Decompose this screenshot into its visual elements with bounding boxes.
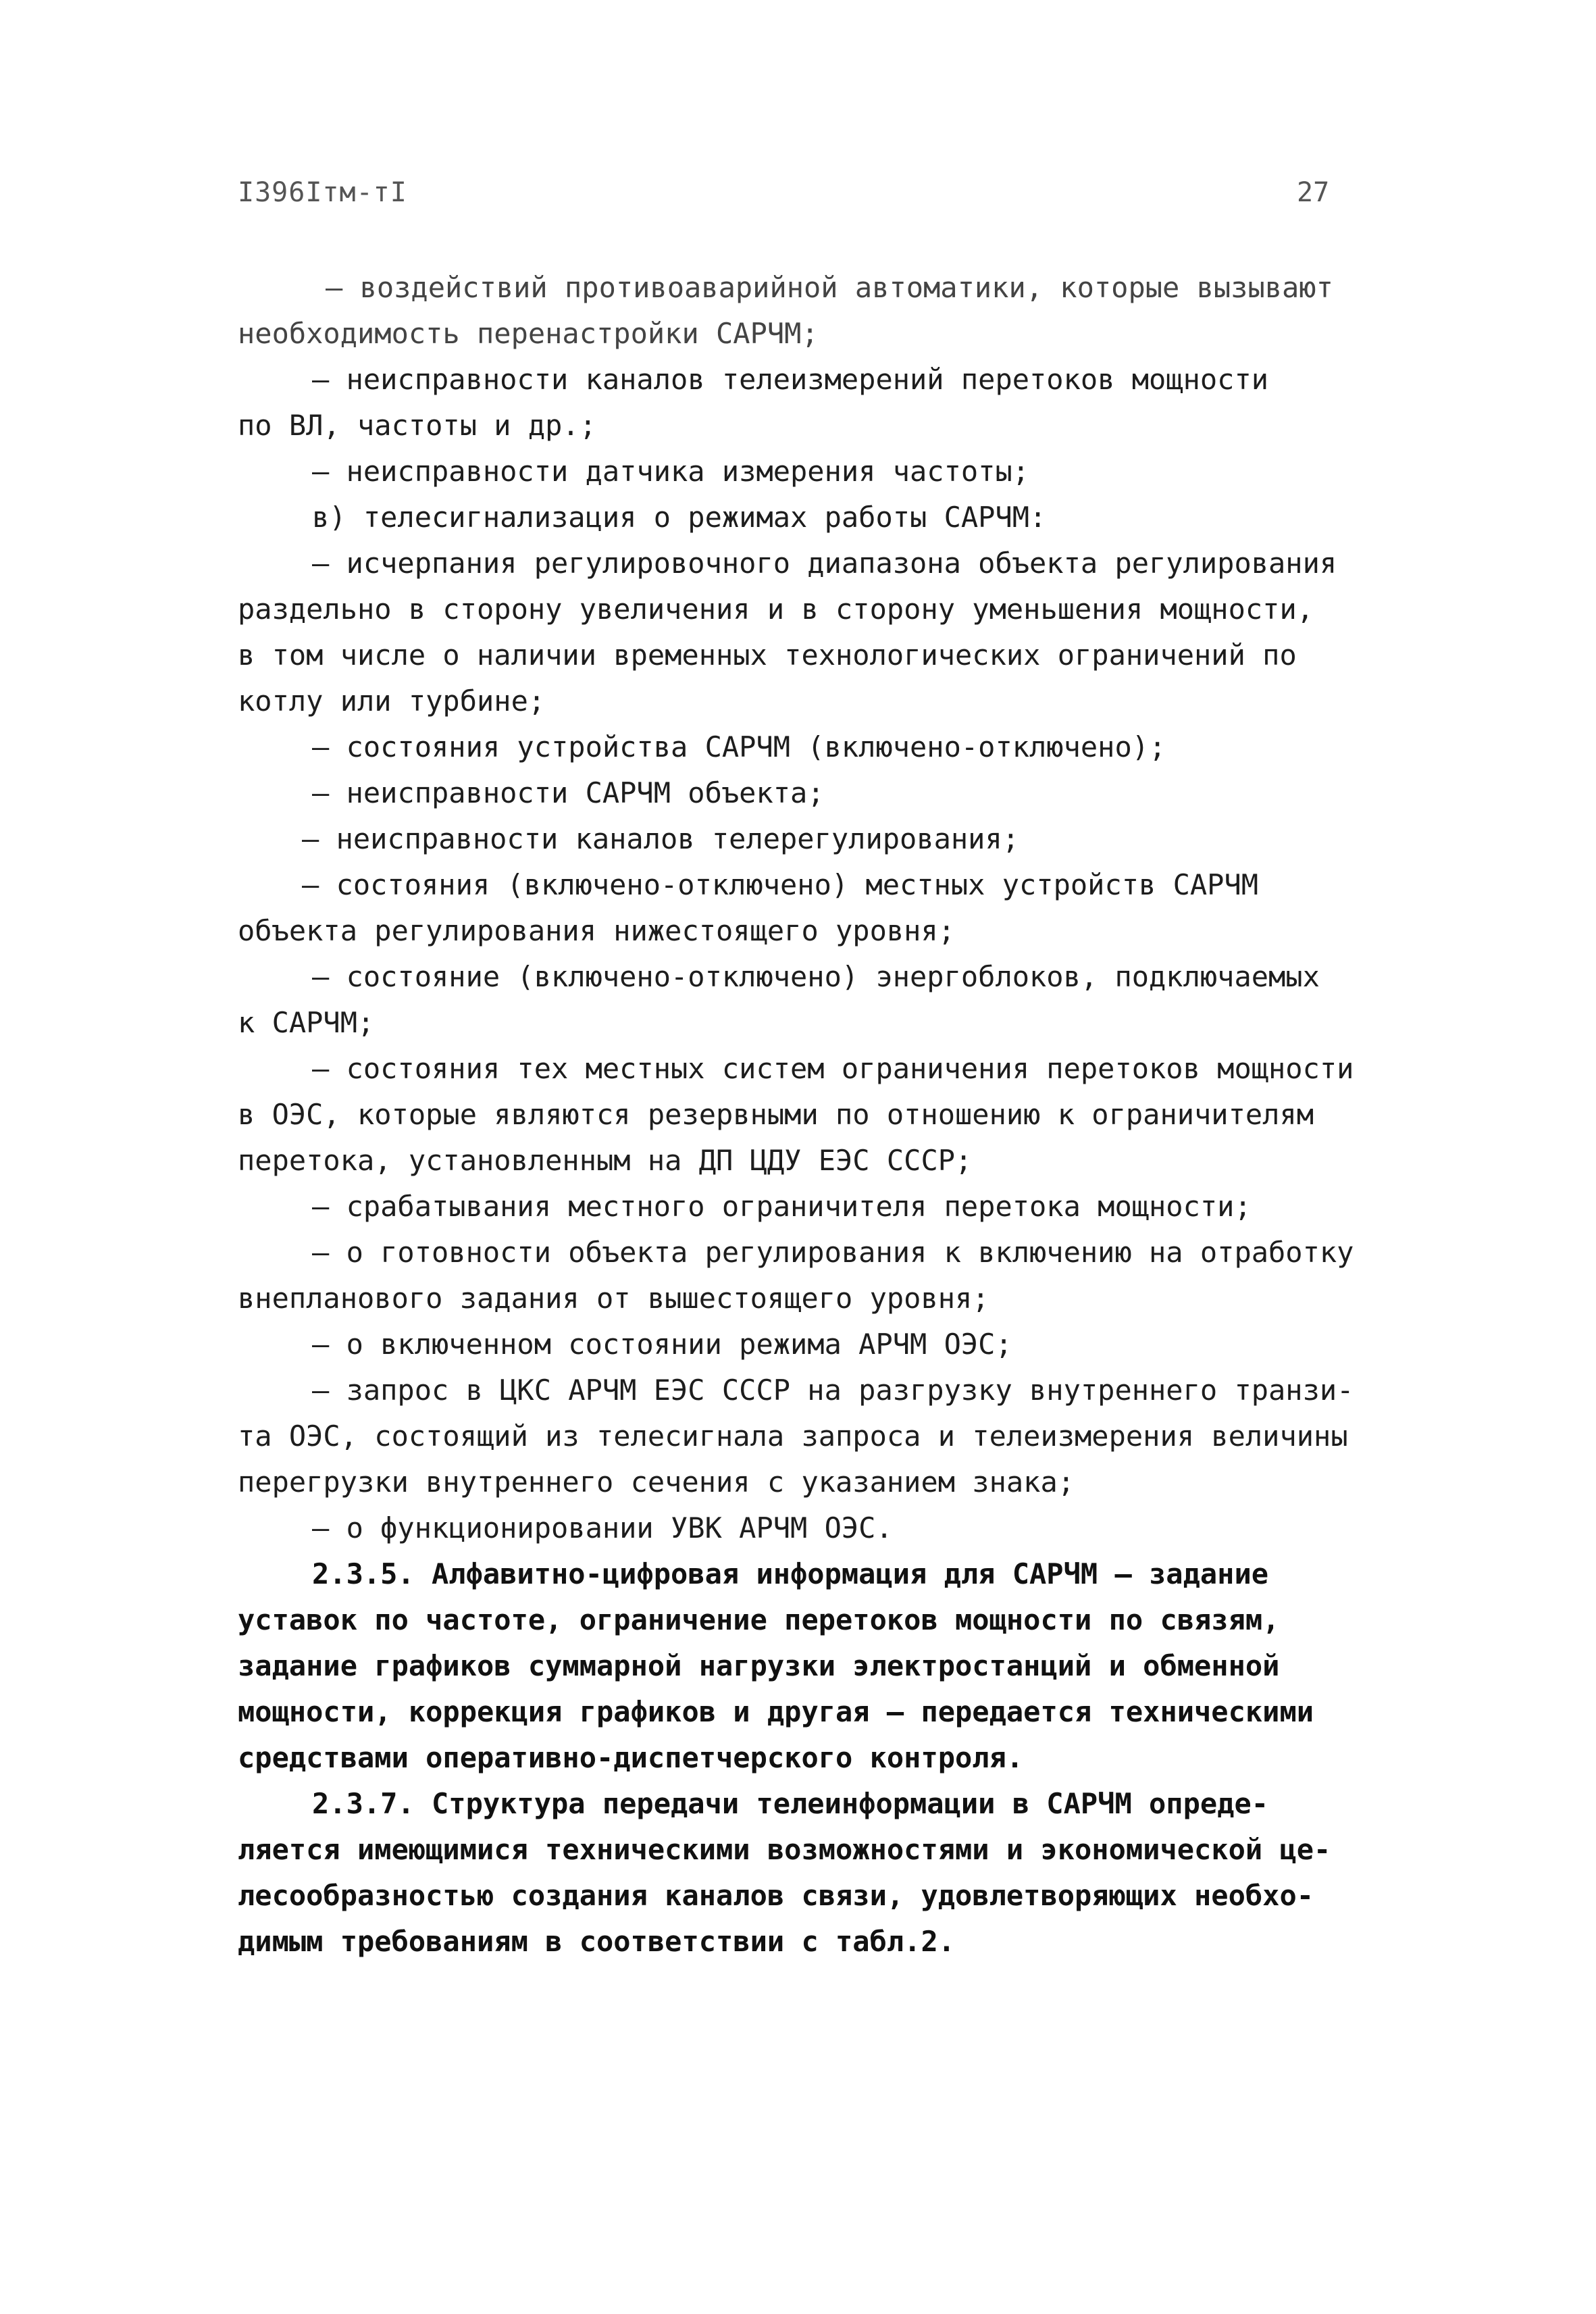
text-line: раздельно в сторону увеличения и в сторону уменьшения мощности,	[238, 593, 1314, 626]
text-line: – срабатывания местного ограничителя перетока мощности;	[312, 1190, 1252, 1223]
text-line: – о включенном состоянии режима АРЧМ ОЭС;	[312, 1328, 1012, 1361]
text-line: к САРЧМ;	[238, 1006, 375, 1039]
text-line: – состояния (включено-отключено) местных устройств САРЧМ	[302, 868, 1259, 901]
text-line: перегрузки внутреннего сечения с указанием знака;	[238, 1465, 1075, 1499]
text-line: объекта регулирования нижестоящего уровня;	[238, 914, 956, 947]
text-line: уставок по частоте, ограничение перетоков мощности по связям,	[238, 1603, 1280, 1636]
text-line: средствами оперативно-диспетчерского контроля.	[238, 1741, 1024, 1774]
text-line: ляется имеющимися техническими возможностями и экономической це-	[238, 1833, 1331, 1866]
text-line: внепланового задания от вышестоящего уровня;	[238, 1282, 989, 1315]
section-heading-2-3-7: 2.3.7. Структура передачи телеинформации в САРЧМ опреде-	[312, 1787, 1269, 1820]
page-number: 27	[1297, 177, 1330, 208]
document-code: I396Iтм-тI	[238, 177, 407, 208]
text-line: димым требованиям в соответствии с табл.2.	[238, 1925, 956, 1958]
text-line: – состояние (включено-отключено) энергоблоков, подключаемых	[312, 960, 1320, 993]
text-line: – неисправности датчика измерения частоты;	[312, 455, 1030, 488]
text-line: необходимость перенастройки САРЧМ;	[238, 317, 819, 350]
text-line: – неисправности каналов телерегулирования;	[302, 822, 1020, 855]
text-line: – о готовности объекта регулирования к включению на отработку	[312, 1236, 1354, 1269]
text-line: в) телесигнализация о режимах работы САРЧМ:	[312, 501, 1047, 534]
text-line: в ОЭС, которые являются резервными по отношению к ограничителям	[238, 1098, 1314, 1131]
text-line: – состояния тех местных систем ограничения перетоков мощности	[312, 1052, 1354, 1085]
text-line: – состояния устройства САРЧМ (включено-отключено);	[312, 730, 1166, 763]
text-line: – исчерпания регулировочного диапазона объекта регулирования	[312, 547, 1337, 580]
text-line: лесообразностью создания каналов связи, удовлетворяющих необхо-	[238, 1879, 1314, 1912]
text-line: – неисправности каналов телеизмерений перетоков мощности	[312, 363, 1269, 396]
text-line: по ВЛ, частоты и др.;	[238, 409, 597, 442]
text-line: – воздействий противоаварийной автоматики, которые вызывают	[326, 271, 1333, 304]
text-line: мощности, коррекция графиков и другая – передается техническими	[238, 1695, 1314, 1728]
text-line: задание графиков суммарной нагрузки электростанций и обменной	[238, 1649, 1280, 1682]
text-line: в том числе о наличии временных технологических ограничений по	[238, 638, 1297, 672]
text-line: – неисправности САРЧМ объекта;	[312, 776, 825, 809]
text-line: – запрос в ЦКС АРЧМ ЕЭС СССР на разгрузку внутреннего транзи-	[312, 1374, 1354, 1407]
text-line: та ОЭС, состоящий из телесигнала запроса и телеизмерения величины	[238, 1419, 1348, 1453]
section-heading-2-3-5: 2.3.5. Алфавитно-цифровая информация для САРЧМ – задание	[312, 1557, 1269, 1590]
text-line: перетока, установленным на ДП ЦДУ ЕЭС СССР;	[238, 1144, 973, 1177]
text-line: котлу или турбине;	[238, 684, 546, 718]
text-line: – о функционировании УВК АРЧМ ОЭС.	[312, 1511, 893, 1544]
document-body	[238, 265, 1426, 1965]
